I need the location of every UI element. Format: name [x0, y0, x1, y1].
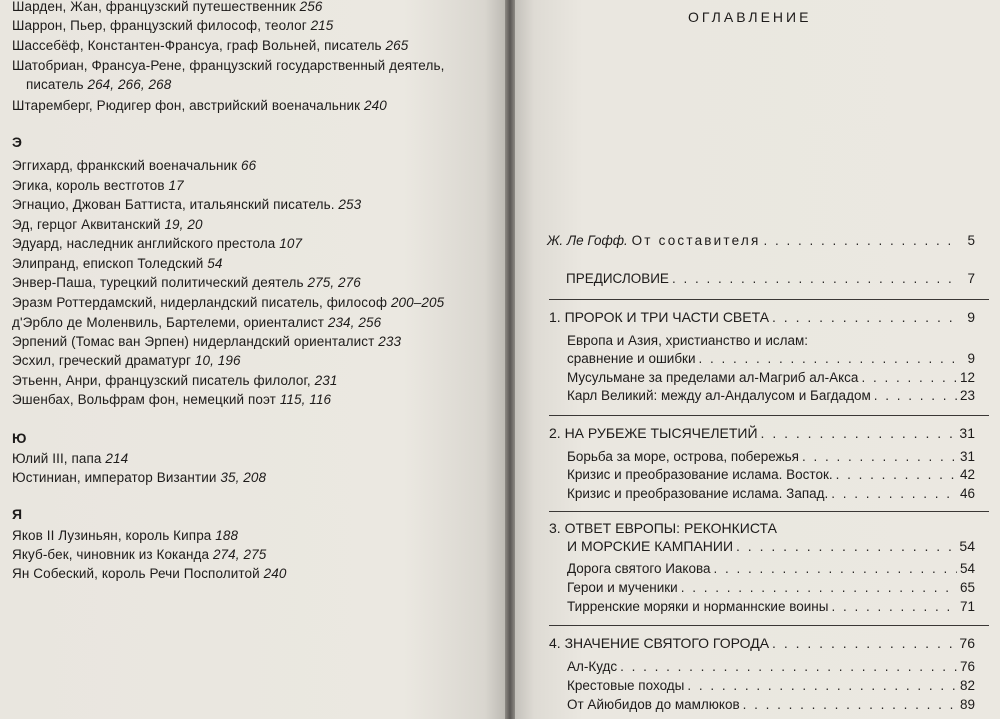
toc-section-line: Европа и Азия, христианство и ислам:	[567, 333, 809, 348]
toc-section: Дорога святого Иакова . . . 54	[567, 561, 975, 577]
index-entry: Эшенбах, Вольфрам фон, немецкий поэт 115, 116	[12, 392, 332, 407]
index-entry: Ян Собеский, король Речи Посполитой 240	[12, 566, 287, 581]
toc-leader	[802, 449, 957, 465]
toc-leader	[672, 271, 958, 287]
toc-section: Кризис и преобразование ислама. Запад. . . . 46	[567, 486, 975, 502]
index-entry: д'Эрбло де Моленвиль, Бартелеми, ориенталист 234, 256	[12, 315, 382, 330]
toc-leader	[620, 659, 957, 675]
toc-leader	[743, 697, 957, 713]
toc-leader	[772, 635, 956, 651]
toc-leader	[764, 233, 959, 249]
index-entry: Юлий III, папа 214	[12, 451, 129, 466]
toc-page-number: 9	[967, 309, 975, 325]
index-letter-heading: Я	[12, 506, 23, 522]
toc-leader	[761, 425, 957, 441]
toc-page-number: 71	[959, 599, 975, 614]
toc-preface-label: ПРЕДИСЛОВИЕ	[566, 271, 669, 286]
index-entry: Штаремберг, Рюдигер фон, австрийский военачальник 240	[12, 98, 387, 113]
toc-section: От Айюбидов до мамлюков . . . 89	[567, 697, 975, 713]
toc-page-number: 9	[967, 351, 975, 366]
chapter-rule	[549, 299, 989, 300]
index-entry: Эгика, король вестготов 17	[12, 178, 184, 193]
toc-page-number: 46	[959, 486, 975, 501]
toc-author: Ж. Ле Гофф. От составителя	[547, 233, 761, 248]
toc-page-number: 42	[959, 467, 975, 482]
toc-leader	[687, 678, 957, 694]
toc-section: Крестовые походы . . . 82	[567, 678, 975, 694]
toc-page-number: 23	[959, 388, 975, 403]
toc-page-number: 54	[959, 561, 975, 576]
toc-leader	[714, 561, 957, 577]
toc-page-number: 76	[959, 659, 975, 674]
toc-leader	[831, 599, 957, 615]
book-gutter	[505, 0, 515, 719]
toc-entry-preface	[566, 271, 975, 287]
toc-section: Мусульмане за пределами ал-Магриб ал-Акса . . . 12	[567, 370, 975, 386]
toc-section: Ал-Кудс . . . 76	[567, 659, 975, 675]
toc-entry-author	[547, 233, 975, 249]
toc-page-number: 31	[959, 425, 975, 441]
chapter-rule	[549, 625, 989, 626]
index-entry: Элипранд, епископ Толедский 54	[12, 256, 223, 271]
index-letter-heading: Ю	[12, 430, 27, 446]
toc-chapter-2: 2. НА РУБЕЖЕ ТЫСЯЧЕЛЕТИЙ . . . 31	[549, 425, 975, 441]
index-entry: Шатобриан, Франсуа-Рене, французский государственный деятель,	[12, 58, 445, 73]
toc-leader	[836, 467, 957, 483]
toc-leader	[861, 370, 957, 386]
toc-leader	[699, 351, 958, 367]
index-entry: Шарден, Жан, французский путешественник 256	[12, 0, 323, 14]
chapter-rule	[549, 415, 989, 416]
index-entry: Якуб-бек, чиновник из Коканда 274, 275	[12, 547, 267, 562]
toc-page-number: 65	[959, 580, 975, 595]
index-entry: Эразм Роттердамский, нидерландский писатель, философ 200–205	[12, 295, 445, 310]
toc-page-number: 89	[959, 697, 975, 712]
toc-page-number: 31	[959, 449, 975, 464]
index-entry: Эсхил, греческий драматург 10, 196	[12, 353, 241, 368]
toc-leader	[831, 486, 957, 502]
toc-page-number: 82	[959, 678, 975, 693]
index-entry-continuation: писатель 264, 266, 268	[26, 77, 172, 92]
index-letter-heading: Э	[12, 134, 22, 150]
toc-chapter-3: И МОРСКИЕ КАМПАНИИ . . . 54	[567, 538, 975, 554]
toc-page-number: 7	[967, 271, 975, 286]
toc-leader	[772, 309, 958, 325]
contents-page	[515, 0, 1000, 719]
contents-title: ОГЛАВЛЕНИЕ	[688, 9, 812, 25]
toc-page-number: 76	[959, 635, 975, 651]
index-entry: Эдуард, наследник английского престола 107	[12, 236, 303, 251]
index-entry: Эггихард, франкский военачальник 66	[12, 158, 257, 173]
toc-leader	[736, 538, 956, 554]
index-entry: Эд, герцог Аквитанский 19, 20	[12, 217, 203, 232]
toc-leader	[874, 388, 957, 404]
toc-chapter-4: 4. ЗНАЧЕНИЕ СВЯТОГО ГОРОДА . . . 76	[549, 635, 975, 651]
toc-page-number: 12	[959, 370, 975, 385]
toc-leader	[681, 580, 957, 596]
chapter-rule	[549, 511, 989, 512]
index-entry: Эгнацио, Джован Баттиста, итальянский писатель. 253	[12, 197, 362, 212]
toc-page-number: 54	[959, 538, 975, 554]
toc-chapter-1: 1. ПРОРОК И ТРИ ЧАСТИ СВЕТА . . . 9	[549, 309, 975, 325]
index-entry: Шаррон, Пьер, французский философ, теолог 215	[12, 18, 334, 33]
toc-section: Тирренские моряки и норманнские воины . . . 71	[567, 599, 975, 615]
toc-section: Карл Великий: между ал-Андалусом и Багдадом . . . 23	[567, 388, 975, 404]
toc-section: Герои и мученики . . . 65	[567, 580, 975, 596]
toc-section: Борьба за море, острова, побережья . . . 31	[567, 449, 975, 465]
index-entry: Эрпений (Томас ван Эрпен) нидерландский ориенталист 233	[12, 334, 402, 349]
index-entry: Шассебёф, Константен-Франсуа, граф Вольней, писатель 265	[12, 38, 409, 53]
index-entry: Яков II Лузиньян, король Кипра 188	[12, 528, 239, 543]
index-entry: Юстиниан, император Византии 35, 208	[12, 470, 267, 485]
toc-page-number: 5	[967, 233, 975, 248]
toc-section: сравнение и ошибки . . . 9	[567, 351, 975, 367]
index-entry: Этьенн, Анри, французский писатель филолог, 231	[12, 373, 338, 388]
toc-section: Кризис и преобразование ислама. Восток. . . . 42	[567, 467, 975, 483]
index-entry: Энвер-Паша, турецкий политический деятель 275, 276	[12, 275, 361, 290]
toc-chapter-3-line: 3. ОТВЕТ ЕВРОПЫ: РЕКОНКИСТА	[549, 520, 777, 536]
